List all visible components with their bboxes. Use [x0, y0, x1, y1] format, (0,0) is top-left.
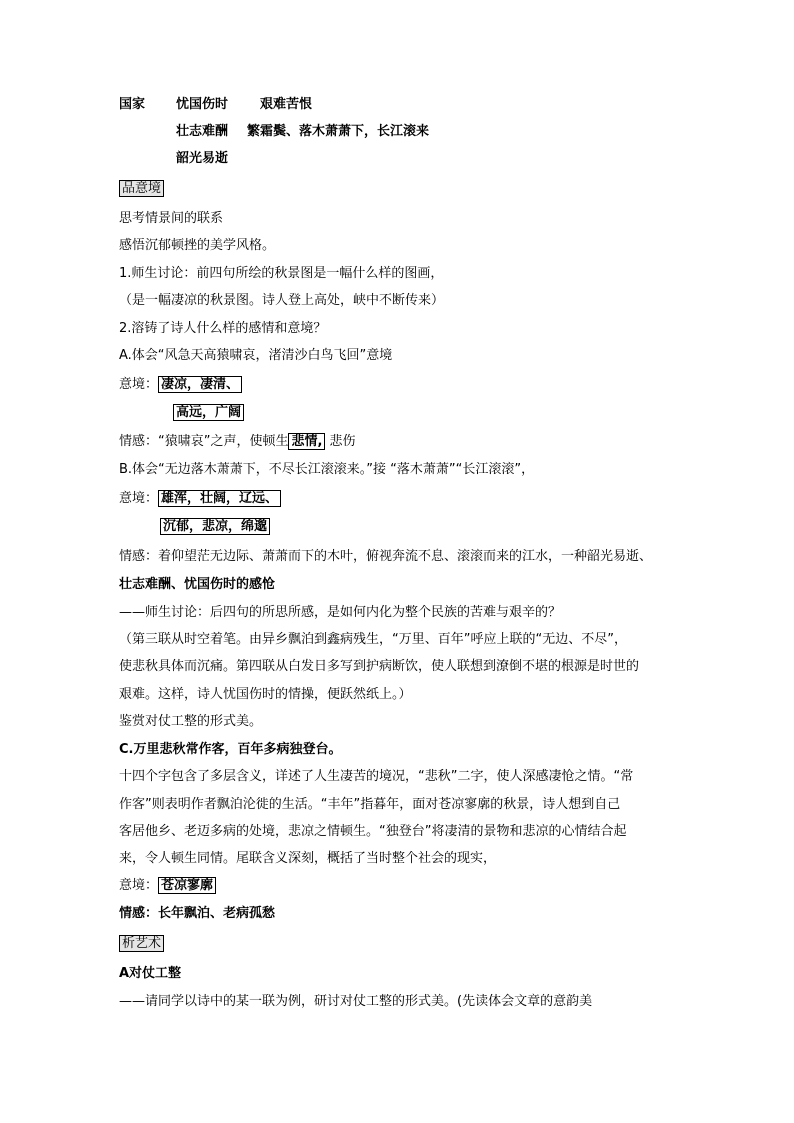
line-22: 艰难。这样，诗人忧国伤时的情操，便跃然纸上。） [119, 687, 412, 702]
text-shaoguang: 韶光易逝 [176, 151, 229, 166]
line-23: 鉴赏对仗工整的形式美。 [119, 714, 263, 729]
heading-xiyishu: 析艺术 [119, 935, 164, 952]
text-qinggan-a: 情感：“猿啸哀”之声，使顿生 [119, 434, 289, 449]
line-6: 感悟沉郁顿挫的美学风格。 [119, 238, 276, 253]
line-12 [173, 404, 244, 422]
line-9: 2.溶铸了诗人什么样的感情和意境？ [119, 321, 327, 336]
text-zhuangzhi: 壮志难酬 [176, 124, 229, 139]
box-xionghun: 雄浑，壮阔，辽远、 [158, 490, 281, 507]
line-21: 使悲秋具体而沉痛。第四联从白发日多写到护病断饮，使人联想到潦倒不堪的根源是时世的 [119, 659, 640, 674]
heading-pinyijing: 品意境 [119, 180, 164, 197]
line-29 [119, 877, 216, 895]
box-qiliang: 凄凉，凄清、 [158, 376, 242, 393]
text-beishang: 悲伤 [329, 434, 356, 449]
line-20: （第三联从时空着笔。由异乡飘泊到鑫病残生，“万里、百年”呼应上联的“无边、不尽”， [119, 632, 627, 647]
line-1 [119, 96, 313, 114]
line-27: 客居他乡、老迈多病的处境，悲凉之情顿生。“独登台”将凄清的景物和悲凉的心情结合起 [119, 824, 627, 839]
line-28: 来，令人顿生同情。尾联含义深刻，概括了当时整个社会的现实， [119, 851, 497, 866]
line-25: 十四个字包含了多层含义，详述了人生凄苦的境况，“悲秋”二字，使人深感凄怆之情。“常 [119, 769, 634, 784]
line-19: ——师生讨论：后四句的所思所感，是如何内化为整个民族的苦难与艰辛的？ [119, 605, 562, 620]
text-jiannan: 艰难苦恨 [260, 97, 313, 112]
line-30: 情感：长年飘泊、老病孤愁 [119, 906, 276, 921]
text-youguo: 忧国伤时 [176, 97, 229, 112]
line-33: ——请同学以诗中的某一联为例，研讨对仗工整的形式美。(先读体会文章的意韵美 [119, 994, 593, 1009]
line-11 [119, 376, 242, 394]
box-chenyu: 沉郁，悲凉，绵邈 [160, 518, 270, 535]
label-yijing-b: 意境： [119, 491, 159, 506]
line-10: A.体会“风急天高猿啸哀，渚清沙白鸟飞回”意境 [119, 348, 393, 363]
line-5: 思考情景间的联系 [119, 211, 224, 226]
line-14: B.体会“无边落木萧萧下，不尽长江滚滚来。”接 “落木萧萧”“长江滚滚”， [119, 462, 535, 477]
section-heading-pinyijing [119, 180, 164, 198]
box-beiqing: 悲情, [288, 433, 325, 450]
line-13 [119, 433, 355, 451]
line-15 [119, 490, 281, 508]
label-yijing-c: 意境： [119, 878, 159, 893]
box-cangliang: 苍凉寥廓 [158, 877, 216, 894]
label-yijing-a: 意境： [119, 377, 159, 392]
box-gaoyuan: 高远，广阔 [173, 404, 244, 421]
line-32: A对仗工整 [119, 966, 182, 981]
text-guojia: 国家 [119, 97, 146, 112]
text-fanshuang: 繁霜鬓、落木萧萧下，长江滚来 [247, 124, 430, 139]
line-16 [160, 518, 270, 536]
line-18: 壮志难酬、忧国伤时的感怆 [119, 577, 276, 592]
line-24: C.万里悲秋常作客，百年多病独登台。 [119, 742, 342, 757]
line-17: 情感：着仰望茫无边际、萧萧而下的木叶，俯视奔流不息、滚滚而来的江水，一种韶光易逝、 [119, 549, 653, 564]
section-heading-xiyishu [119, 935, 164, 953]
line-7: 1.师生讨论：前四句所绘的秋景图是一幅什么样的图画， [119, 266, 444, 281]
line-8: （是一幅凄凉的秋景图。诗人登上高处，峡中不断传来） [119, 293, 445, 308]
line-26: 作客”则表明作者飘泊沦徙的生活。“丰年”指暮年，面对苍凉寥廓的秋景，诗人想到自己 [119, 797, 621, 812]
